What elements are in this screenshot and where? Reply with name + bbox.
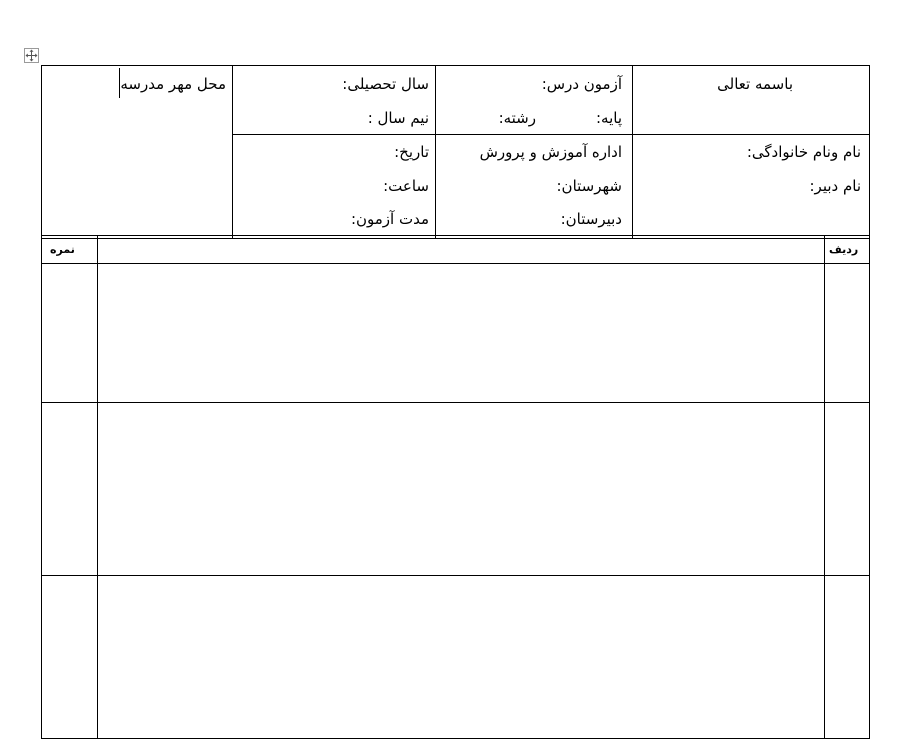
field-label: رشته: [498,109,536,127]
questions-table [41,235,870,739]
date-label: تاریخ: [394,143,429,161]
table-row [42,576,870,739]
school-seal-label: محل مهر مدرسه [120,75,226,93]
row-number-cell[interactable] [825,576,870,739]
student-info-cell[interactable] [633,135,870,239]
academic-year-label: سال تحصیلی: [342,75,429,93]
semester-label: نیم سال : [367,109,429,127]
subject-cell[interactable] [436,66,633,135]
row-number-cell[interactable] [825,403,870,576]
bismillah-text: باسمه تعالی [717,75,793,93]
questions-header-row [42,236,870,264]
teacher-name-label: نام دبیر: [809,177,861,195]
score-header: نمره [42,236,98,264]
exam-subject-label: آزمون درس: [541,75,622,93]
text-cursor [119,68,120,98]
full-name-label: نام ونام خانوادگی: [746,143,861,161]
exam-duration-label: مدت آزمون: [350,210,429,228]
bismillah-cell [633,66,870,135]
question-cell[interactable] [98,264,825,403]
table-row [42,403,870,576]
table-row [42,264,870,403]
row-number-header: ردیف [825,236,870,264]
question-cell[interactable] [98,403,825,576]
row-number-cell[interactable] [825,264,870,403]
exam-header-table [41,65,870,239]
score-cell[interactable] [42,403,98,576]
score-cell[interactable] [42,264,98,403]
education-office-label: اداره آموزش و پرورش [479,143,622,161]
question-header [98,236,825,264]
time-label: ساعت: [383,177,429,195]
table-move-handle[interactable] [24,48,39,63]
move-arrows-icon [25,49,38,62]
grade-label: پایه: [595,109,622,127]
office-cell[interactable] [436,135,633,239]
score-cell[interactable] [42,576,98,739]
date-time-cell[interactable] [233,135,436,239]
school-seal-cell [42,66,233,239]
city-label: شهرستان: [556,177,622,195]
high-school-label: دبیرستان: [560,210,622,228]
question-cell[interactable] [98,576,825,739]
academic-year-cell[interactable] [233,66,436,135]
